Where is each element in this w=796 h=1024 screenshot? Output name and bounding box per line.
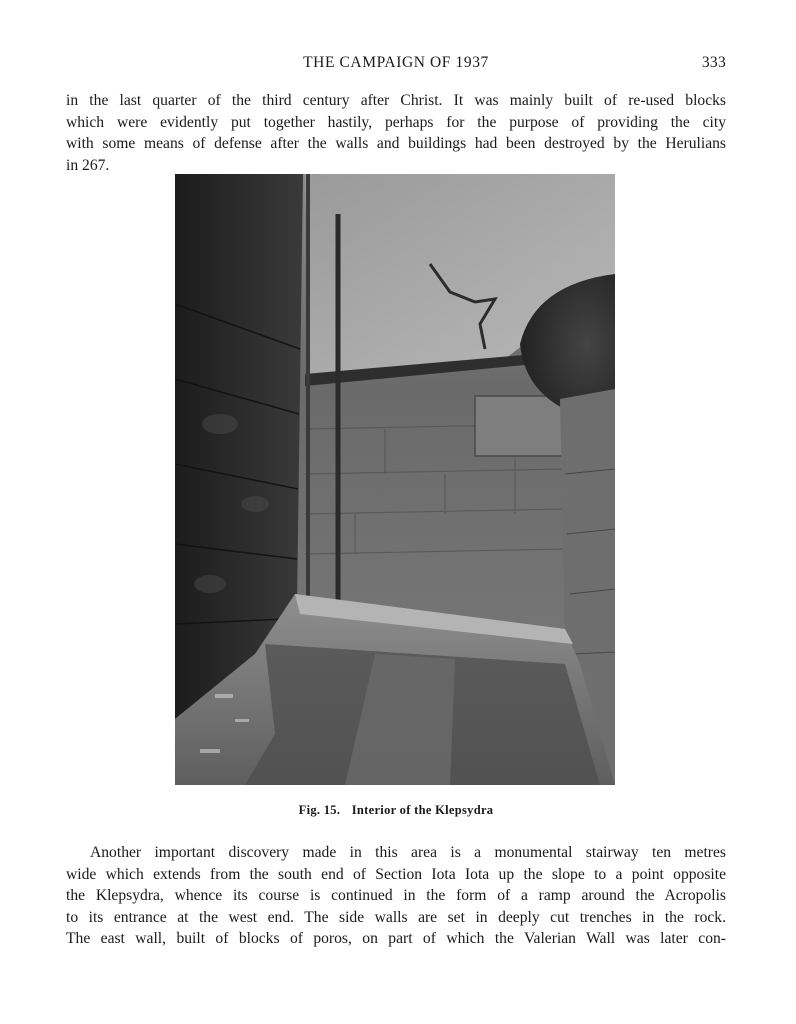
- paragraph-line: wide which extends from the south end of Section Iota Iota up the slope to a point opposite: [66, 865, 726, 883]
- paragraph-line: Another important discovery made in this area is a monumental stairway ten metres: [90, 844, 726, 861]
- figure-caption: [66, 803, 726, 818]
- paragraph-line: in the last quarter of the third century after Christ. It was mainly built of re-used blocks: [66, 92, 726, 109]
- figure-photograph: [175, 174, 615, 785]
- paragraph-line: in 267.: [66, 156, 110, 174]
- klepsydra-photo: [175, 174, 615, 785]
- paragraph-1: [66, 90, 726, 176]
- paragraph-line: The east wall, built of blocks of poros, on part of which the Valerian Wall was later con-: [66, 930, 726, 947]
- paragraph-line: the Klepsydra, whence its course is continued in the form of a ramp around the Acropolis: [66, 887, 726, 904]
- figure-caption-text: Interior of the Klepsydra: [351, 803, 494, 817]
- paragraph-line: to its entrance at the west end. The side walls are set in deeply cut trenches in the rock.: [66, 908, 726, 926]
- running-title: THE CAMPAIGN OF 1937: [303, 54, 489, 71]
- paragraph-line: which were evidently put together hastily, perhaps for the purpose of providing the city: [66, 113, 726, 131]
- page-number: 333: [701, 54, 726, 71]
- running-head: [66, 54, 726, 76]
- paragraph-2: [66, 842, 726, 950]
- paragraph-line: with some means of defense after the walls and buildings had been destroyed by the Herulians: [66, 135, 726, 152]
- figure-number: Fig. 15.: [298, 803, 341, 817]
